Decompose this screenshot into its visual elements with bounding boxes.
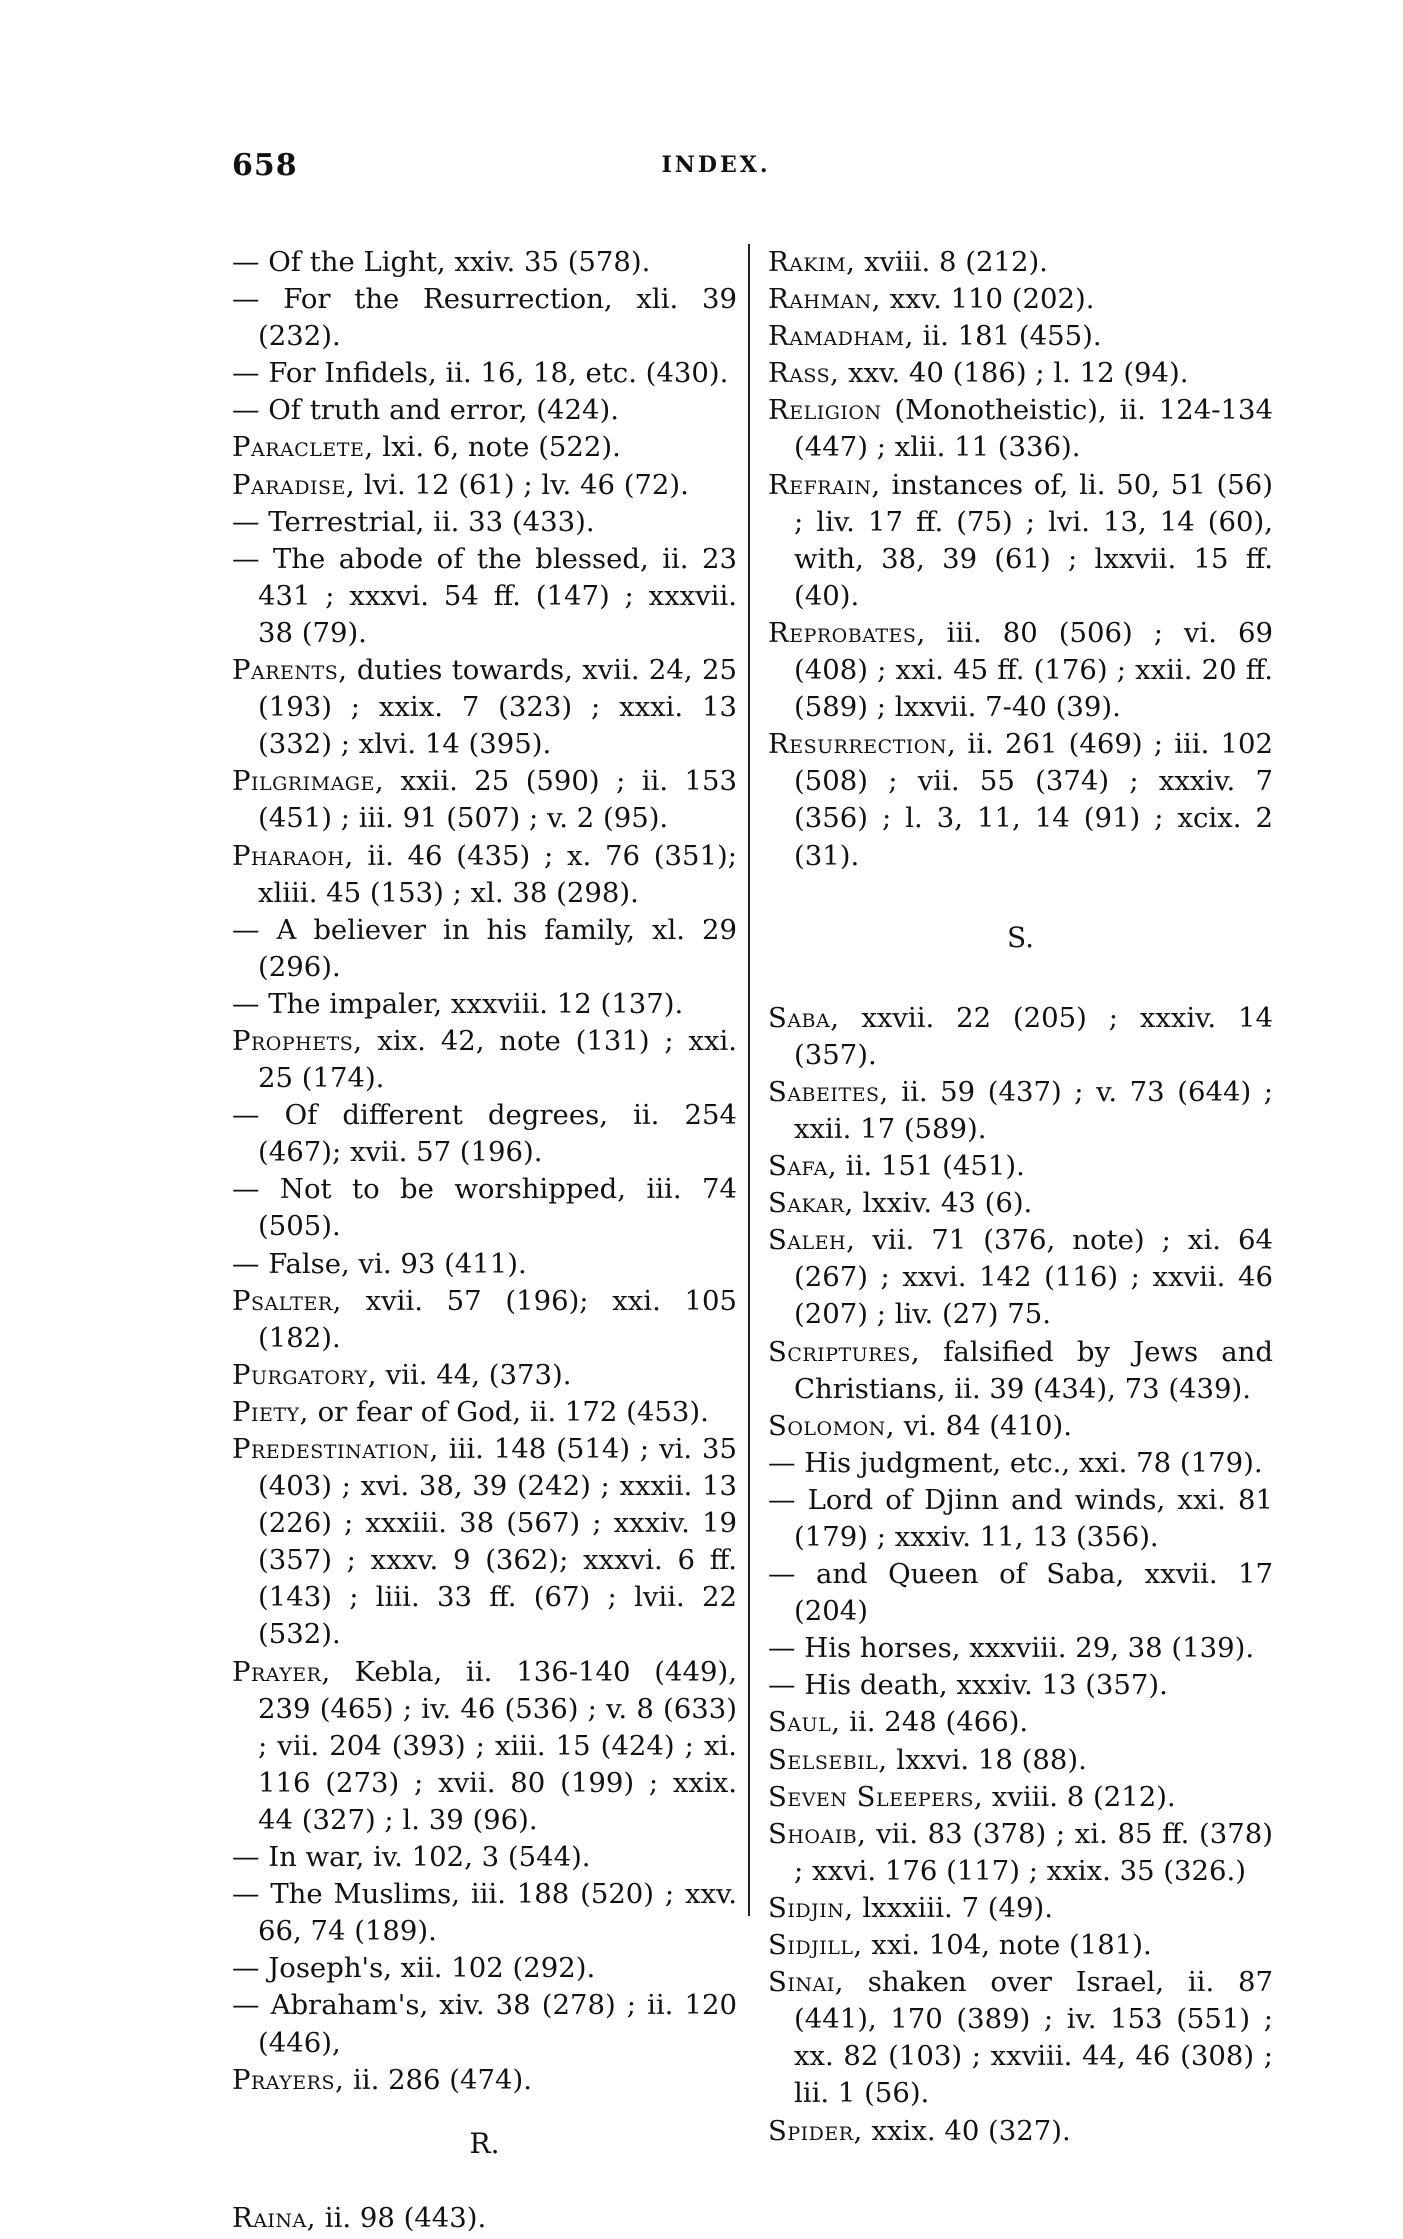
- index-entry: [232, 1283, 737, 1357]
- left-column: [232, 244, 737, 2237]
- index-entry: [232, 1023, 737, 1097]
- entry-references: — and Queen of Saba, xxvii. 17 (204): [768, 1558, 1273, 1628]
- right-column: [768, 244, 1273, 2150]
- column-divider: [748, 244, 750, 1916]
- entry-references: ii. 46 (435) ; x. 76 (351); xliii. 45 (153) ; xl. 38 (298).: [258, 839, 737, 909]
- entry-references: xvii. 57 (196); xxi. 105 (182).: [258, 1284, 737, 1354]
- entry-references: — For the Resurrection, xli. 39 (232).: [232, 283, 737, 353]
- index-entry: [768, 1148, 1273, 1185]
- entry-headword: Saba,: [768, 1001, 840, 1034]
- index-entry: [232, 1987, 737, 2061]
- index-entry: [768, 1890, 1273, 1927]
- section-letter-s: S.: [1006, 920, 1035, 954]
- index-entry: [768, 1222, 1273, 1333]
- entry-references: ii. 59 (437) ; v. 73 (644) ; xxii. 17 (589).: [794, 1075, 1273, 1145]
- entry-headword: Scriptures,: [768, 1335, 921, 1368]
- left-entries-p: [232, 244, 737, 2099]
- section-letter-r: R.: [469, 2126, 500, 2160]
- index-entry: [768, 1074, 1273, 1148]
- entry-headword: Psalter,: [232, 1284, 342, 1317]
- index-entry: [232, 355, 737, 392]
- index-entry: [768, 1000, 1273, 1074]
- entry-headword: Rakim,: [768, 246, 856, 278]
- entry-references: Kebla, ii. 136-140 (449), 239 (465) ; iv. 46 (536) ; v. 8 (633) ; vii. 204 (393) ; xiii. 15 (424) ; xi. 116 (273) ; xvii. 80 (199) ; xxix. 44 (327) ; l. 39 (96).: [258, 1655, 737, 1836]
- entry-references: — The Muslims, iii. 188 (520) ; xxv. 66, 74 (189).: [232, 1878, 737, 1948]
- entry-headword: Sidjill,: [768, 1929, 863, 1962]
- entry-references: — Abraham's, xiv. 38 (278) ; ii. 120 (446),: [232, 1989, 737, 2059]
- entry-references: ii. 261 (469) ; iii. 102 (508) ; vii. 55 (374) ; xxxiv. 7 (356) ; l. 3, 11, 14 (91) ; xcix. 2 (31).: [794, 728, 1273, 872]
- entry-references: — Terrestrial, ii. 33 (433).: [232, 505, 595, 538]
- entry-headword: Safa,: [768, 1150, 838, 1183]
- entry-headword: Refrain,: [768, 468, 881, 501]
- index-entry: [768, 1556, 1273, 1630]
- entry-headword: Selsebil,: [768, 1743, 888, 1776]
- entry-headword: Pilgrimage,: [232, 765, 385, 798]
- entry-references: (Monotheistic), ii. 124-134 (447) ; xlii. 11 (336).: [794, 394, 1273, 464]
- index-entry: [232, 838, 737, 912]
- entry-references: ii. 181 (455).: [913, 320, 1102, 353]
- entry-references: vi. 84 (410).: [895, 1409, 1072, 1442]
- entry-references: — Of the Light, xxiv. 35 (578).: [232, 246, 651, 278]
- index-entry: [768, 318, 1273, 355]
- entry-headword: Prophets,: [232, 1024, 363, 1057]
- entry-headword: Sabeites,: [768, 1075, 889, 1108]
- index-entry: [232, 467, 737, 504]
- entry-references: lxxxiii. 7 (49).: [853, 1891, 1053, 1924]
- entry-headword: Saleh,: [768, 1224, 856, 1257]
- entry-references: — His horses, xxxviii. 29, 38 (139).: [768, 1632, 1255, 1665]
- entry-references: vii. 83 (378) ; xi. 85 ff. (378) ; xxvi. 176 (117) ; xxix. 35 (326.): [794, 1817, 1273, 1887]
- entry-references: xix. 42, note (131) ; xxi. 25 (174).: [258, 1024, 737, 1095]
- entry-headword: Spider,: [768, 2114, 863, 2147]
- entry-headword: Parents,: [232, 654, 348, 687]
- entry-references: xxii. 25 (590) ; ii. 153 (451) ; iii. 91 (507) ; v. 2 (95).: [258, 765, 737, 835]
- entry-references: — The impaler, xxxviii. 12 (137).: [232, 987, 684, 1020]
- index-entry: [768, 1779, 1273, 1816]
- entry-references: xxix. 40 (327).: [862, 2114, 1071, 2147]
- index-entry: [232, 1950, 737, 1987]
- entry-references: — His death, xxxiv. 13 (357).: [768, 1669, 1168, 1702]
- entry-references: lxi. 6, note (522).: [373, 431, 621, 464]
- page-header: [232, 148, 1200, 188]
- entry-references: ii. 248 (466).: [840, 1706, 1029, 1739]
- index-entry: [232, 763, 737, 837]
- entry-headword: Seven Sleepers,: [768, 1780, 984, 1813]
- index-entry: [232, 1246, 737, 1283]
- entry-references: — Of truth and error, (424).: [232, 394, 619, 427]
- index-entry: [768, 2113, 1273, 2150]
- entry-headword: Rass,: [768, 357, 840, 390]
- entry-references: or fear of God, ii. 172 (453).: [308, 1395, 709, 1428]
- index-entry: [232, 2062, 737, 2099]
- entry-references: iii. 80 (506) ; vi. 69 (408) ; xxi. 45 ff. (176) ; xxii. 20 ff. (589) ; lxxvii. 7-40 (39).: [794, 616, 1273, 724]
- entry-references: ii. 151 (451).: [837, 1150, 1025, 1183]
- entry-headword: Religion: [768, 394, 882, 427]
- entry-references: falsified by Jews and Christians, ii. 39 (434), 73 (439).: [794, 1335, 1273, 1405]
- entry-references: — For Infidels, ii. 16, 18, etc. (430).: [232, 357, 729, 390]
- entry-headword: Paradise,: [232, 468, 356, 501]
- entry-references: vii. 44, (373).: [376, 1358, 572, 1391]
- entry-references: — The abode of the blessed, ii. 23 431 ; xxxvi. 54 ff. (147) ; xxxvii. 38 (79).: [232, 542, 737, 649]
- entry-references: xviii. 8 (212).: [855, 246, 1048, 278]
- index-entry: [768, 281, 1273, 318]
- index-entry: [232, 1839, 737, 1876]
- index-entry: [232, 1357, 737, 1394]
- index-entry: [232, 912, 737, 986]
- index-entry: [768, 1334, 1273, 1408]
- entry-headword: Shoaib,: [768, 1817, 867, 1850]
- index-entry: [232, 652, 737, 763]
- entry-headword: Rahman,: [768, 283, 882, 316]
- index-entry: [232, 244, 737, 281]
- running-head: INDEX.: [661, 152, 771, 178]
- entry-references: lxxiv. 43 (6).: [853, 1187, 1033, 1220]
- index-entry: [232, 281, 737, 355]
- entry-headword: Paraclete,: [232, 431, 374, 464]
- left-entries-r: [232, 2200, 737, 2237]
- entry-references: — Lord of Djinn and winds, xxi. 81 (179) ; xxxiv. 11, 13 (356).: [768, 1483, 1273, 1553]
- entry-references: shaken over Israel, ii. 87 (441), 170 (389) ; iv. 153 (551) ; xx. 82 (103) ; xxviii. 44, 46 (308) ; lii. 1 (56).: [794, 1966, 1273, 2110]
- index-entry: [232, 429, 737, 466]
- index-entry: [768, 1482, 1273, 1556]
- entry-references: iii. 148 (514) ; vi. 35 (403) ; xvi. 38, 39 (242) ; xxxii. 13 (226) ; xxxiii. 38 (567) ; xxxiv. 19 (357) ; xxxv. 9 (362); xxxvi. 6 ff. (143) ; liii. 33 ff. (67) ; lvii. 22 (532).: [258, 1433, 737, 1651]
- entry-references: ii. 286 (474).: [344, 2063, 532, 2096]
- entry-references: duties towards, xvii. 24, 25 (193) ; xxix. 7 (323) ; xxxi. 13 (332) ; xlvi. 14 (395).: [258, 654, 737, 761]
- index-entry: [232, 1431, 737, 1654]
- entry-headword: Predestination,: [232, 1433, 439, 1465]
- entry-references: xxv. 110 (202).: [881, 283, 1095, 316]
- index-entry: [768, 726, 1273, 874]
- entry-headword: Reprobates,: [768, 616, 926, 649]
- entry-headword: Resurrection,: [768, 728, 957, 761]
- entry-headword: Piety,: [232, 1395, 309, 1428]
- index-entry: [768, 244, 1273, 281]
- index-entry: [232, 1394, 737, 1431]
- index-entry: [768, 1816, 1273, 1890]
- entry-references: vii. 71 (376, note) ; xi. 64 (267) ; xxvi. 142 (116) ; xxvii. 46 (207) ; liv. (27) 75.: [794, 1224, 1273, 1331]
- entry-headword: Solomon,: [768, 1409, 896, 1442]
- index-entry: [768, 1667, 1273, 1704]
- entry-headword: Prayers,: [232, 2063, 345, 2096]
- index-entry: [232, 986, 737, 1023]
- entry-references: lvi. 12 (61) ; lv. 46 (72).: [355, 468, 689, 501]
- entry-references: — Of different degrees, ii. 254 (467); xvii. 57 (196).: [232, 1099, 737, 1169]
- entry-references: lxxvi. 18 (88).: [887, 1743, 1087, 1776]
- entry-references: — His judgment, etc., xxi. 78 (179).: [768, 1446, 1263, 1479]
- entry-headword: Saul,: [768, 1706, 841, 1739]
- index-entry: [768, 467, 1273, 615]
- right-entries-s: [768, 1000, 1273, 2150]
- entry-headword: Purgatory,: [232, 1358, 377, 1391]
- page-number: 658: [232, 148, 298, 183]
- entry-references: xviii. 8 (212).: [983, 1780, 1176, 1813]
- index-entry: [232, 392, 737, 429]
- entry-headword: Prayer,: [232, 1655, 331, 1688]
- entry-references: xxi. 104, note (181).: [862, 1929, 1152, 1962]
- index-entry: [768, 615, 1273, 726]
- index-entry: [768, 1630, 1273, 1667]
- index-entry: [232, 1876, 737, 1950]
- entry-headword: Ramadham,: [768, 320, 914, 353]
- index-entry: [232, 541, 737, 652]
- index-entry: [232, 2200, 737, 2237]
- index-entry: [232, 1097, 737, 1171]
- entry-headword: Sidjin,: [768, 1891, 854, 1924]
- entry-references: — In war, iv. 102, 3 (544).: [232, 1841, 591, 1874]
- index-entry: [768, 1964, 1273, 2112]
- index-entry: [232, 1171, 737, 1245]
- entry-headword: Pharaoh,: [232, 839, 354, 872]
- index-entry: [768, 1704, 1273, 1741]
- index-entry: [768, 1185, 1273, 1222]
- index-entry: [768, 392, 1273, 466]
- index-entry: [768, 1445, 1273, 1482]
- entry-references: — Not to be worshipped, iii. 74 (505).: [232, 1173, 737, 1243]
- entry-headword: Raina,: [232, 2201, 317, 2234]
- entry-references: — A believer in his family, xl. 29 (296).: [232, 913, 737, 983]
- entry-headword: Sinai,: [768, 1966, 844, 1999]
- entry-references: xxv. 40 (186) ; l. 12 (94).: [839, 357, 1189, 390]
- entry-references: — Joseph's, xii. 102 (292).: [232, 1952, 596, 1985]
- entry-headword: Sakar,: [768, 1187, 854, 1220]
- index-entry: [768, 355, 1273, 392]
- entry-references: xxvii. 22 (205) ; xxxiv. 14 (357).: [794, 1001, 1273, 1071]
- entry-references: ii. 98 (443).: [316, 2201, 487, 2234]
- index-entry: [768, 1742, 1273, 1779]
- index-entry: [768, 1927, 1273, 1964]
- index-entry: [768, 1408, 1273, 1445]
- index-entry: [232, 504, 737, 541]
- index-entry: [232, 1654, 737, 1839]
- entry-references: — False, vi. 93 (411).: [232, 1247, 527, 1280]
- right-entries-r: [768, 244, 1273, 875]
- entry-references: instances of, li. 50, 51 (56) ; liv. 17 ff. (75) ; lvi. 13, 14 (60), with, 38, 39 (61) ; lxxvii. 15 ff. (40).: [794, 468, 1273, 612]
